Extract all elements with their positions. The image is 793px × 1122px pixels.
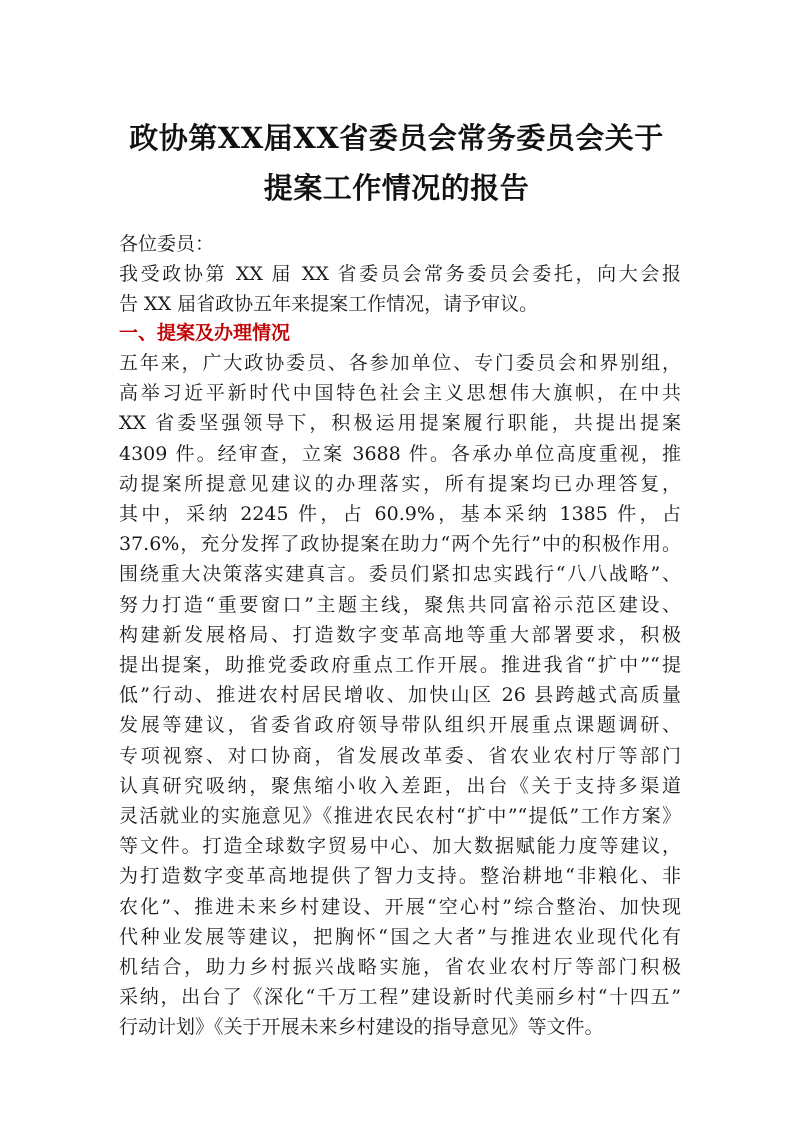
salutation: 各位委员： — [119, 233, 215, 255]
paragraph-line: 灵活就业的实施意见》《推进农民农村“扩中”“提低”工作方案》 — [119, 805, 681, 827]
paragraph-line: 努力打造“重要窗口”主题主线，聚焦共同富裕示范区建设、 — [119, 593, 681, 616]
paragraph-line: 代种业发展等建议，把胸怀“国之大者”与推进农业现代化有 — [119, 925, 681, 948]
paragraph-line: 高举习近平新时代中国特色社会主义思想伟大旗帜，在中共 — [119, 382, 681, 405]
paragraph-line: 低”行动、推进农村居民增收、加快山区 26 县跨越式高质量 — [119, 684, 681, 707]
paragraph-line: 机结合，助力乡村振兴战略实施，省农业农村厅等部门积极 — [119, 956, 681, 978]
paragraph-line: 行动计划》《关于开展未来乡村建设的指导意见》等文件。 — [119, 1016, 604, 1039]
paragraph-line: 五年来，广大政协委员、各参加单位、专门委员会和界别组， — [119, 352, 681, 374]
paragraph-line: 采纳，出台了《深化“千万工程”建设新时代美丽乡村“十四五” — [119, 986, 681, 1009]
paragraph-line: 专项视察、对口协商，省发展改革委、省农业农村厅等部门 — [119, 744, 681, 767]
document-title-line-2: 提案工作情况的报告 — [263, 171, 530, 205]
paragraph-line: 动提案所提意见建议的办理落实，所有提案均已办理答复， — [119, 472, 681, 495]
paragraph-line: 4309 件。经审查，立案 3688 件。各承办单位高度重视，推 — [119, 442, 681, 465]
section-heading-1: 一、提案及办理情况 — [119, 322, 291, 344]
paragraph-line: 围绕重大决策落实建真言。委员们紧扣忠实践行“八八战略”、 — [119, 563, 681, 586]
intro-line: 告 XX 届省政协五年来提案工作情况，请予审议。 — [119, 293, 539, 315]
paragraph-line: 等文件。打造全球数字贸易中心、加大数据赋能力度等建议， — [119, 835, 681, 858]
paragraph-line: 为打造数字变革高地提供了智力支持。整治耕地“非粮化、非 — [119, 865, 681, 888]
paragraph-line: 认真研究吸纳，聚焦缩小收入差距，出台《关于支持多渠道 — [119, 774, 681, 797]
paragraph-line: 农化”、推进未来乡村建设、开展“空心村”综合整治、加快现 — [119, 895, 681, 918]
paragraph-line: XX 省委坚强领导下，积极运用提案履行职能，共提出提案 — [119, 412, 681, 435]
paragraph-line: 提出提案，助推党委政府重点工作开展。推进我省“扩中”“提 — [119, 654, 681, 676]
paragraph-line: 37.6%，充分发挥了政协提案在助力“两个先行”中的积极作用。 — [119, 533, 681, 556]
document-title-line-1: 政协第XX届XX省委员会常务委员会关于 — [129, 121, 664, 155]
paragraph-line: 发展等建议，省委省政府领导带队组织开展重点课题调研、 — [119, 714, 681, 737]
paragraph-line: 构建新发展格局、打造数字变革高地等重大部署要求，积极 — [119, 623, 681, 646]
paragraph-line: 其中，采纳 2245 件，占 60.9%，基本采纳 1385 件，占 — [119, 503, 681, 525]
intro-line: 我受政协第 XX 届 XX 省委员会常务委员会委托，向大会报 — [119, 263, 681, 285]
